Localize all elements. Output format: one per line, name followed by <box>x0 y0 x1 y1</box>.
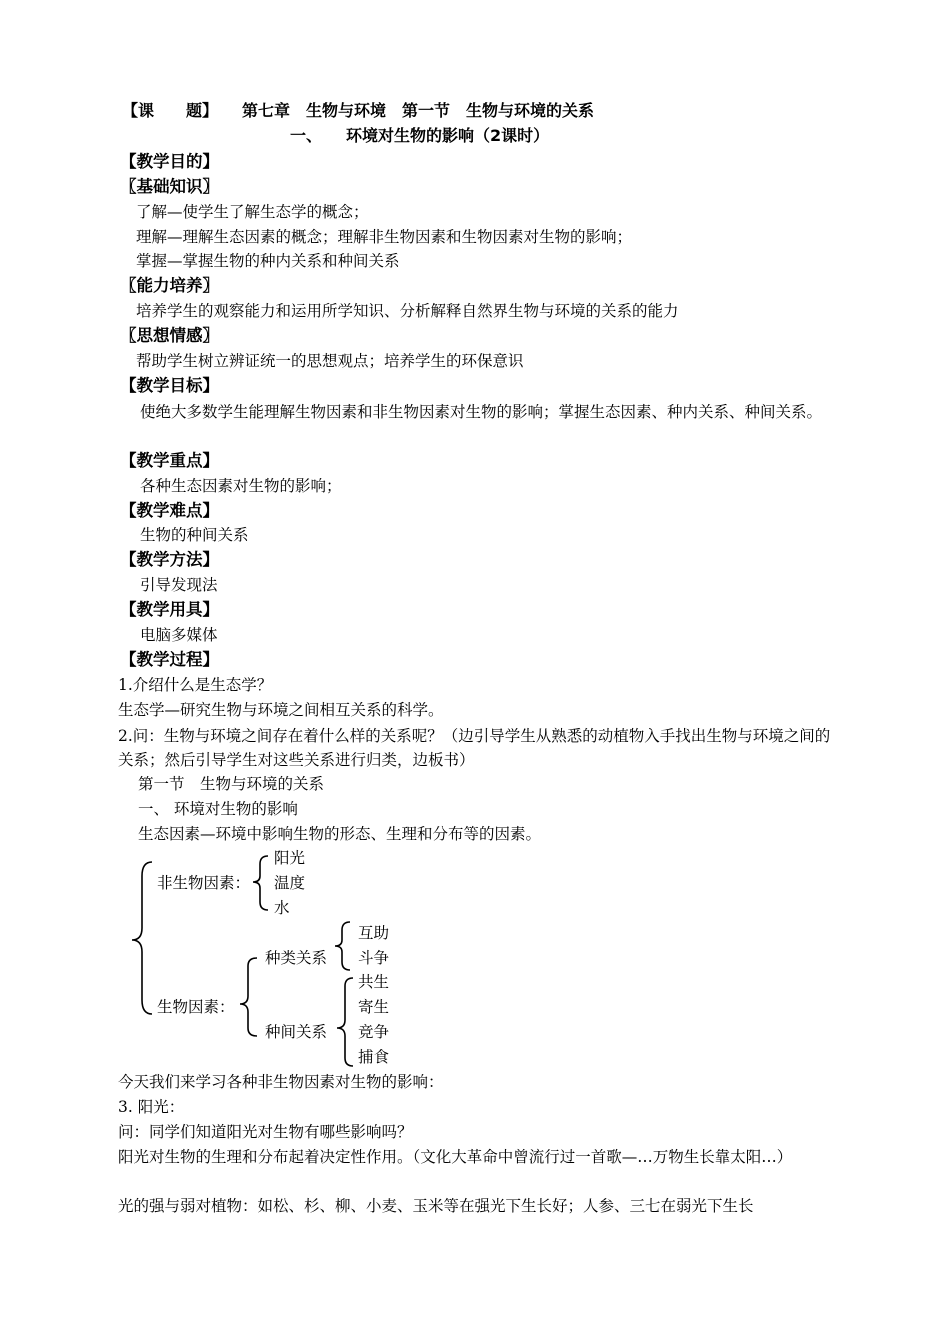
section-key: 【教学重点】 <box>120 451 219 470</box>
emotion-item-1: 帮助学生树立辨证统一的思想观点；培养学生的环保意识 <box>136 352 524 370</box>
process-line-4: 第一节 生物与环境的关系 <box>138 775 325 793</box>
difficulty-text: 生物的种间关系 <box>140 526 249 544</box>
method-text: 引导发现法 <box>140 576 218 594</box>
basic-item-3: 掌握—掌握生物的种内关系和种间关系 <box>136 252 400 270</box>
lesson-title: 第七章 生物与环境 第一节 生物与环境的关系 <box>242 101 595 120</box>
tree-interspecific: 种间关系 <box>265 1023 328 1041</box>
lesson-subtitle: 一、 环境对生物的影响（2课时） <box>290 126 550 145</box>
lesson-label: 【课 题】 <box>122 101 219 120</box>
tree-struggle: 斗争 <box>358 949 390 967</box>
target-text: 使绝大多数学生能理解生物因素和非生物因素对生物的影响；掌握生态因素、种内关系、种间关系。 <box>140 403 823 421</box>
subsection-ability: 〖能力培养〗 <box>120 276 219 295</box>
basic-item-1: 了解—使学生了解生态学的概念； <box>136 203 369 221</box>
tree-symbiosis: 共生 <box>358 973 390 991</box>
ability-item-1: 培养学生的观察能力和运用所学知识、分析解释自然界生物与环境的关系的能力 <box>136 302 679 320</box>
tree-mutual-aid: 互助 <box>358 924 390 942</box>
section-target: 【教学目标】 <box>120 376 219 395</box>
after-line-3: 问：同学们知道阳光对生物有哪些影响吗？ <box>118 1123 413 1141</box>
tree-sunlight: 阳光 <box>274 849 306 867</box>
key-text: 各种生态因素对生物的影响； <box>140 477 342 495</box>
section-method: 【教学方法】 <box>120 550 219 569</box>
after-line-5: 光的强与弱对植物：如松、杉、柳、小麦、玉米等在强光下生长好；人参、三七在弱光下生长 <box>118 1197 754 1215</box>
after-line-1: 今天我们来学习各种非生物因素对生物的影响： <box>118 1073 444 1091</box>
tree-parasitism: 寄生 <box>358 998 390 1016</box>
tree-abiotic: 非生物因素： <box>157 874 251 892</box>
tree-water: 水 <box>274 899 290 917</box>
subsection-emotion: 〖思想情感〗 <box>120 326 219 345</box>
process-line-3: 2.问：生物与环境之间存在着什么样的关系呢？（边引导学生从熟悉的动植物入手找出生物与环境之间的关系；然后引导学生对这些关系进行归类，边板书） <box>118 727 831 769</box>
tree-competition: 竞争 <box>358 1023 390 1041</box>
tree-temperature: 温度 <box>274 874 306 892</box>
subsection-basic: 〖基础知识〗 <box>120 177 219 196</box>
section-tools: 【教学用具】 <box>120 600 219 619</box>
process-line-1: 1.介绍什么是生态学？ <box>118 676 273 694</box>
section-difficulty: 【教学难点】 <box>120 501 219 520</box>
after-line-4: 阳光对生物的生理和分布起着决定性作用。（文化大革命中曾流行过一首歌—…万物生长靠太阳…） <box>118 1148 793 1166</box>
tree-intraspecific: 种类关系 <box>265 949 328 967</box>
process-line-6: 生态因素—环境中影响生物的形态、生理和分布等的因素。 <box>138 825 542 843</box>
section-process: 【教学过程】 <box>120 650 219 669</box>
basic-item-2: 理解—理解生态因素的概念；理解非生物因素和生物因素对生物的影响； <box>136 228 633 246</box>
tree-predation: 捕食 <box>358 1048 390 1066</box>
section-goal: 【教学目的】 <box>120 152 219 171</box>
process-line-2: 生态学—研究生物与环境之间相互关系的科学。 <box>118 701 444 719</box>
after-line-2: 3. 阳光： <box>118 1098 185 1116</box>
process-line-5: 一、 环境对生物的影响 <box>138 800 298 818</box>
tools-text: 电脑多媒体 <box>140 626 218 644</box>
tree-biotic: 生物因素： <box>157 998 235 1016</box>
